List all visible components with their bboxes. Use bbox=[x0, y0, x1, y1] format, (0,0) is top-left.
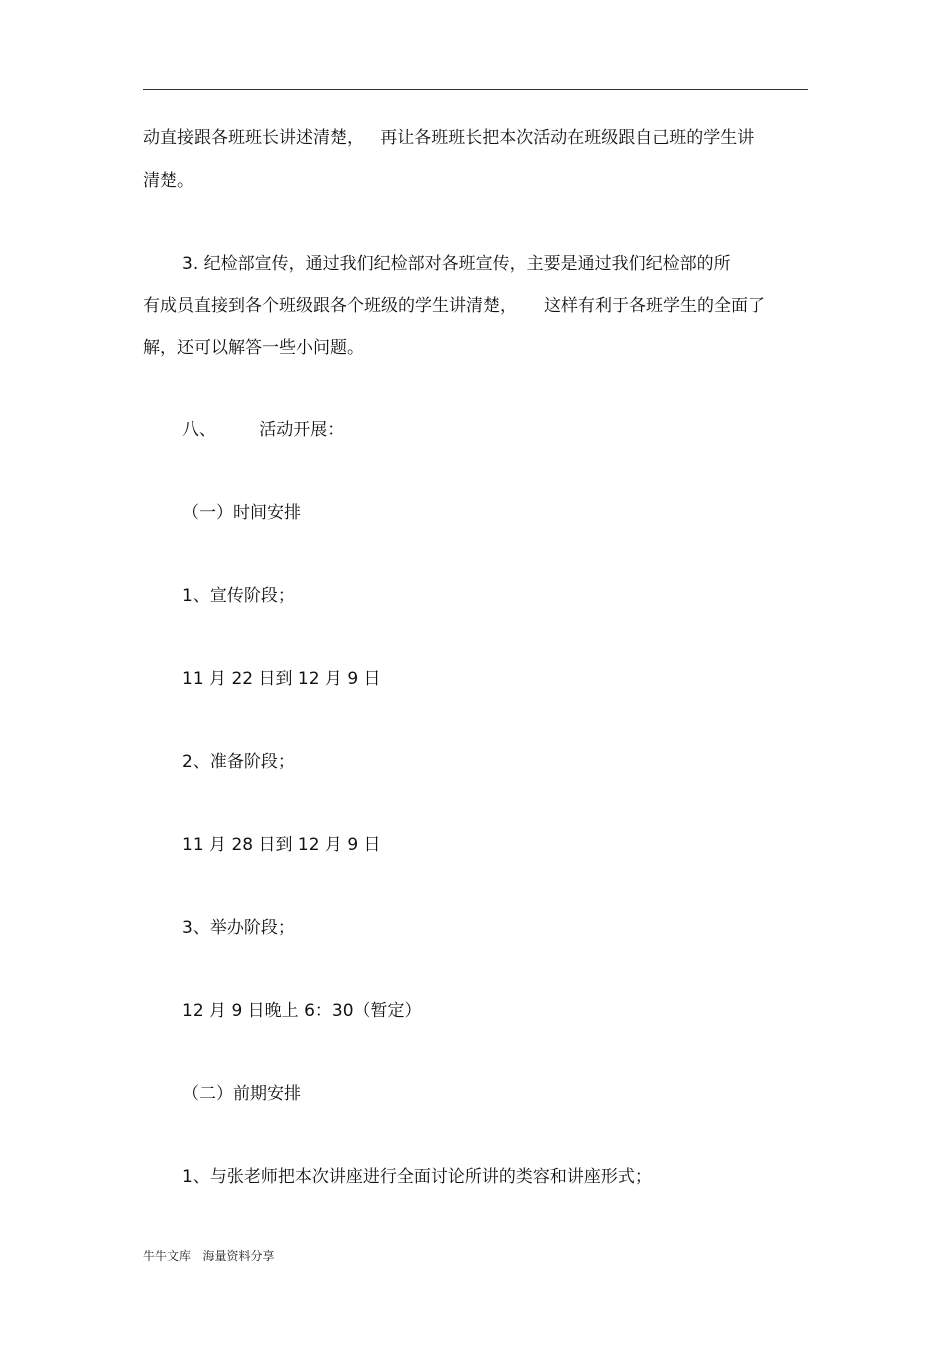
paragraph-line: 动直接跟各班班长讲述清楚， 再让各班班长把本次活动在班级跟自己班的学生讲 bbox=[143, 128, 755, 148]
date-range: 11 月 28 日到 12 月 9 日 bbox=[182, 835, 381, 855]
section-heading: 八、 活动开展： bbox=[182, 420, 345, 440]
date-range: 11 月 22 日到 12 月 9 日 bbox=[182, 669, 381, 689]
list-item: 2、准备阶段； bbox=[182, 752, 295, 772]
header-rule bbox=[143, 89, 808, 90]
list-item: 3、举办阶段； bbox=[182, 918, 295, 938]
paragraph-line: 清楚。 bbox=[143, 171, 194, 191]
paragraph-line: 解，还可以解答一些小问题。 bbox=[143, 338, 364, 358]
paragraph-line: 有成员直接到各个班级跟各个班级的学生讲清楚， 这样有利于各班学生的全面了 bbox=[143, 296, 766, 316]
subsection-heading: （二）前期安排 bbox=[182, 1084, 301, 1104]
paragraph-line: 3. 纪检部宣传，通过我们纪检部对各班宣传，主要是通过我们纪检部的所 bbox=[182, 254, 731, 274]
list-item: 1、宣传阶段； bbox=[182, 586, 295, 606]
page-footer: 牛牛文库 海量资料分享 bbox=[143, 1249, 275, 1263]
date-range: 12 月 9 日晚上 6：30（暂定） bbox=[182, 1001, 422, 1021]
list-item: 1、与张老师把本次讲座进行全面讨论所讲的类容和讲座形式； bbox=[182, 1167, 652, 1187]
subsection-heading: （一）时间安排 bbox=[182, 503, 301, 523]
